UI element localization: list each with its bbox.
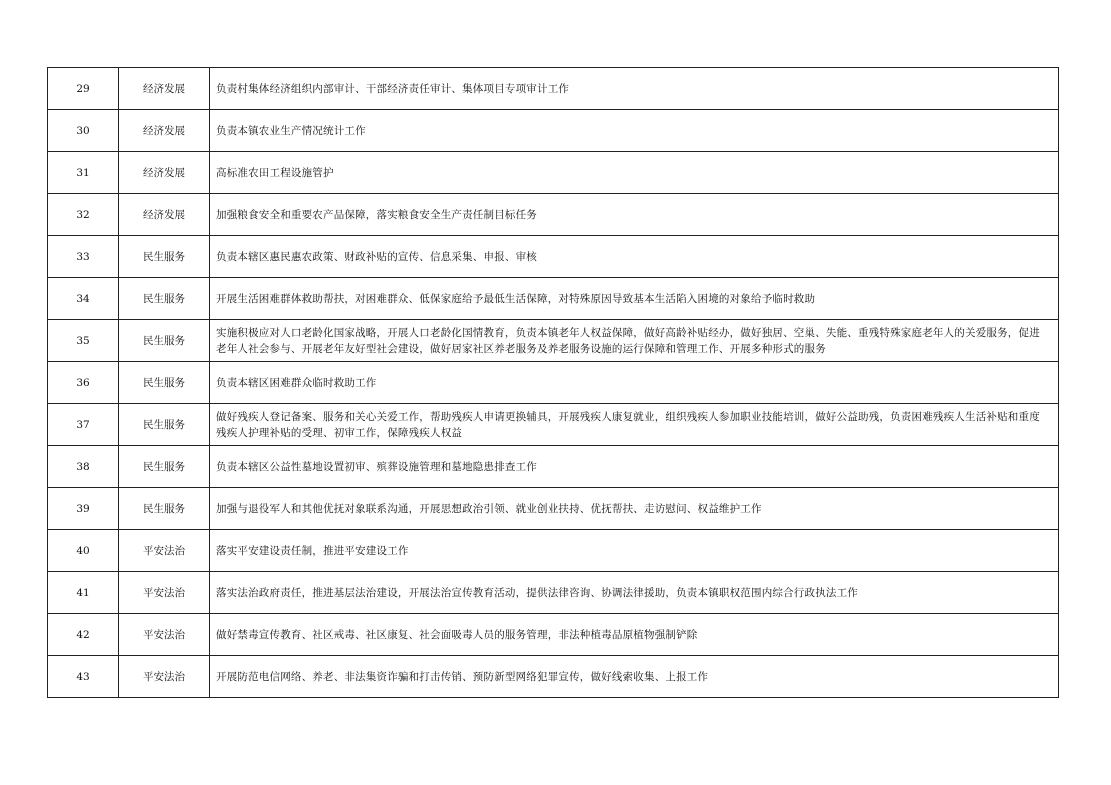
duty-table (47, 67, 1059, 698)
row-number: 33 (48, 236, 119, 278)
table-row (48, 236, 1059, 278)
table-row (48, 572, 1059, 614)
row-number: 29 (48, 68, 119, 110)
row-number: 36 (48, 362, 119, 404)
row-category: 经济发展 (119, 152, 210, 194)
row-number: 37 (48, 404, 119, 446)
row-description: 做好禁毒宣传教育、社区戒毒、社区康复、社会面吸毒人员的服务管理，非法种植毒品原植物强制铲除 (210, 614, 1059, 656)
row-number: 34 (48, 278, 119, 320)
row-category: 经济发展 (119, 68, 210, 110)
table-row (48, 656, 1059, 698)
row-category: 经济发展 (119, 110, 210, 152)
row-description: 负责本辖区惠民惠农政策、财政补贴的宣传、信息采集、申报、审核 (210, 236, 1059, 278)
table-row (48, 278, 1059, 320)
table-row (48, 530, 1059, 572)
table-row (48, 488, 1059, 530)
table-row (48, 362, 1059, 404)
table-row (48, 110, 1059, 152)
row-category: 平安法治 (119, 530, 210, 572)
row-category: 平安法治 (119, 656, 210, 698)
row-number: 41 (48, 572, 119, 614)
row-description: 高标准农田工程设施管护 (210, 152, 1059, 194)
table-row (48, 614, 1059, 656)
row-category: 民生服务 (119, 488, 210, 530)
row-number: 39 (48, 488, 119, 530)
row-category: 民生服务 (119, 236, 210, 278)
row-number: 31 (48, 152, 119, 194)
row-number: 30 (48, 110, 119, 152)
row-description: 落实平安建设责任制，推进平安建设工作 (210, 530, 1059, 572)
row-category: 民生服务 (119, 404, 210, 446)
row-number: 38 (48, 446, 119, 488)
row-category: 平安法治 (119, 572, 210, 614)
row-description: 开展生活困难群体救助帮扶，对困难群众、低保家庭给予最低生活保障，对特殊原因导致基本生活陷入困境的对象给予临时救助 (210, 278, 1059, 320)
row-description: 开展防范电信网络、养老、非法集资诈骗和打击传销、预防新型网络犯罪宣传，做好线索收集、上报工作 (210, 656, 1059, 698)
row-number: 43 (48, 656, 119, 698)
row-category: 经济发展 (119, 194, 210, 236)
row-category: 民生服务 (119, 320, 210, 362)
table-row (48, 68, 1059, 110)
row-description: 负责本镇农业生产情况统计工作 (210, 110, 1059, 152)
row-category: 民生服务 (119, 278, 210, 320)
row-description: 负责本辖区困难群众临时救助工作 (210, 362, 1059, 404)
row-description: 实施积极应对人口老龄化国家战略，开展人口老龄化国情教育，负责本镇老年人权益保障，做好高龄补贴经办，做好独居、空巢、失能、重残特殊家庭老年人的关爱服务，促进老年人社会参与、开展老年友好型社会建设，做好居家社区养老服务及养老服务设施的运行保障和管理工作、开展多种形式的服务 (210, 320, 1059, 362)
table-row (48, 320, 1059, 362)
duty-table-body (48, 68, 1059, 698)
row-description: 负责村集体经济组织内部审计、干部经济责任审计、集体项目专项审计工作 (210, 68, 1059, 110)
row-description: 负责本辖区公益性墓地设置初审、殡葬设施管理和墓地隐患排查工作 (210, 446, 1059, 488)
row-description: 加强粮食安全和重要农产品保障，落实粮食安全生产责任制目标任务 (210, 194, 1059, 236)
row-category: 民生服务 (119, 362, 210, 404)
table-row (48, 404, 1059, 446)
row-number: 32 (48, 194, 119, 236)
table-row (48, 152, 1059, 194)
row-number: 35 (48, 320, 119, 362)
row-category: 民生服务 (119, 446, 210, 488)
row-category: 平安法治 (119, 614, 210, 656)
row-description: 做好残疾人登记备案、服务和关心关爱工作，帮助残疾人申请更换辅具，开展残疾人康复就业，组织残疾人参加职业技能培训，做好公益助残，负责困难残疾人生活补贴和重度残疾人护理补贴的受理、初审工作，保障残疾人权益 (210, 404, 1059, 446)
row-number: 40 (48, 530, 119, 572)
table-row (48, 446, 1059, 488)
row-number: 42 (48, 614, 119, 656)
row-description: 加强与退役军人和其他优抚对象联系沟通，开展思想政治引领、就业创业扶持、优抚帮扶、走访慰问、权益维护工作 (210, 488, 1059, 530)
table-row (48, 194, 1059, 236)
row-description: 落实法治政府责任，推进基层法治建设，开展法治宣传教育活动，提供法律咨询、协调法律援助，负责本镇职权范围内综合行政执法工作 (210, 572, 1059, 614)
